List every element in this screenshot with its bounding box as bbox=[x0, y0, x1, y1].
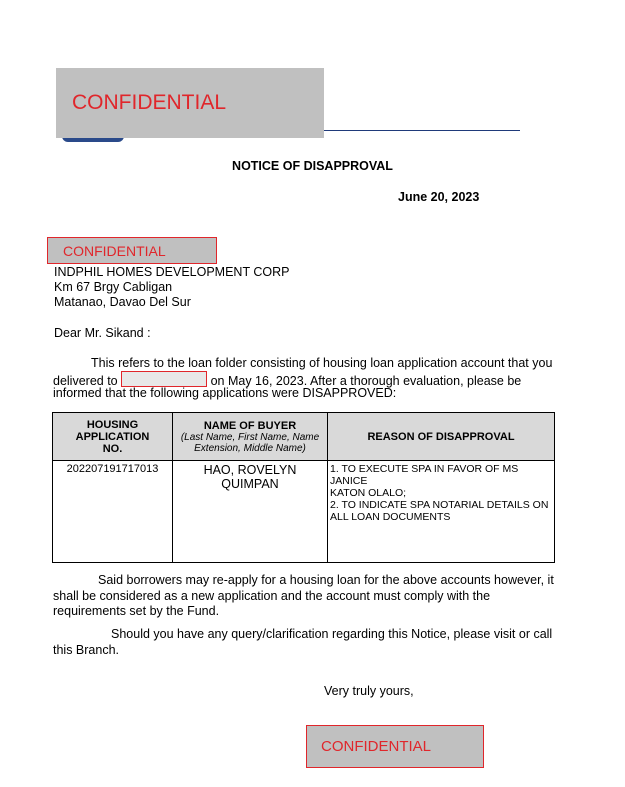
disapproved-applications-table bbox=[52, 412, 555, 563]
paragraph-line: informed that the following applications were DISAPPROVED: bbox=[53, 386, 397, 400]
cell-application-no: 202207191717013 bbox=[53, 461, 173, 563]
closing-line: Very truly yours, bbox=[324, 684, 414, 698]
letterhead-rule bbox=[324, 130, 520, 131]
paragraph-text: delivered to bbox=[53, 374, 118, 388]
table-row bbox=[53, 461, 555, 563]
salutation: Dear Mr. Sikand : bbox=[54, 326, 151, 340]
header-reason: REASON OF DISAPPROVAL bbox=[328, 413, 555, 461]
cell-reason: 1. TO EXECUTE SPA IN FAVOR OF MS JANICE KATON OLALO; 2. TO INDICATE SPA NOTARIAL DETAILS ON ALL LOAN DOCUMENTS bbox=[328, 461, 555, 563]
document-title: NOTICE OF DISAPPROVAL bbox=[232, 159, 393, 173]
paragraph-line: Said borrowers may re-apply for a housing loan for the above accounts however, it bbox=[98, 573, 554, 587]
paragraph-line: Should you have any query/clarification regarding this Notice, please visit or call bbox=[111, 627, 553, 641]
recipient-address-line: Km 67 Brgy Cabligan bbox=[54, 280, 173, 294]
confidential-label: CONFIDENTIAL bbox=[63, 242, 166, 259]
recipient-address-line: Matanao, Davao Del Sur bbox=[54, 295, 191, 309]
redaction-box-signature bbox=[306, 725, 484, 768]
header-buyer-name: NAME OF BUYER (Last Name, First Name, Name Extension, Middle Name) bbox=[173, 413, 328, 461]
cell-buyer-name: HAO, ROVELYN QUIMPAN bbox=[173, 461, 328, 563]
confidential-label: CONFIDENTIAL bbox=[321, 738, 432, 755]
redaction-box-letterhead bbox=[56, 68, 324, 138]
paragraph-line: shall be considered as a new application and the account must comply with the bbox=[53, 589, 491, 603]
paragraph-text: on May 16, 2023. After a thorough evaluation, please be bbox=[210, 374, 522, 388]
table-header-row bbox=[53, 413, 555, 461]
paragraph-line: This refers to the loan folder consisting of housing loan application account that you bbox=[91, 356, 553, 370]
redacted-field bbox=[121, 371, 207, 387]
redaction-box-recipient bbox=[47, 237, 217, 264]
paragraph-line: this Branch. bbox=[53, 643, 120, 657]
recipient-name: INDPHIL HOMES DEVELOPMENT CORP bbox=[54, 265, 290, 279]
paragraph-line: requirements set by the Fund. bbox=[53, 604, 220, 618]
confidential-label: CONFIDENTIAL bbox=[72, 91, 227, 114]
document-date: June 20, 2023 bbox=[398, 190, 480, 204]
header-application-no: HOUSING APPLICATION NO. bbox=[53, 413, 173, 461]
